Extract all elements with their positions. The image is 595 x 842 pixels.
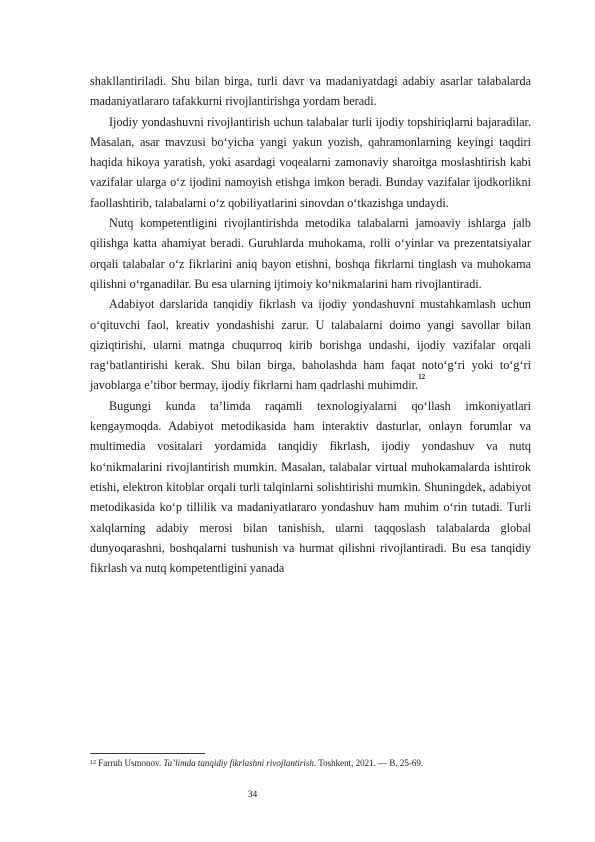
paragraph-3: Nutq kompetentligini rivojlantirishda metodika talabalarni jamoaviy ishlarga jalb qilishga katta ahamiyat beradi. Guruhlarda muhokama, rolli o‘yinlar va prezentatsiyalar orqali talabalar o‘z fikrlarini aniq bayon etishni, boshqa fikrlarni tinglash va muhokama qilishni o‘rganadilar. Bu esa ularning ijtimoiy ko‘nikmalarini ham rivojlantiradi.: [90, 216, 531, 291]
paragraph-4: [90, 294, 531, 395]
footnote-number: 12: [90, 760, 96, 766]
paragraph-4-text: Adabiyot darslarida tanqidiy fikrlash va ijodiy yondashuvni mustahkamlash uchun o‘qituvchi faol, kreativ yondashishi zarur. U talabalarni doimo yangi savollar bilan qiziqtirishi, ularni matnga chuqurroq kirib borishga undashi, ijodiy vazifalar orqali rag‘batlantirishi kerak. Shu bilan birga, baholashda ham faqat noto‘g‘ri yoki to‘g‘ri javoblarga e’tibor bermay, ijodiy fikrlarni ham qadrlashi muhimdir.: [90, 297, 531, 393]
footnote-reference[interactable]: 12: [418, 373, 426, 382]
paragraph-5: Bugungi kunda ta’limda raqamli texnologiyalarni qo‘llash imkoniyatlari kengaymoqda. Adabiyot metodikasida ham interaktiv dasturlar, onlayn forumlar va multimedia vositalari yordamida tanqidiy fikrlash, ijodiy yondashuv va nutq ko‘nikmalarini rivojlantirish mumkin. Masalan, talabalar virtual muhokamalarda ishtirok etishi, elektron kitoblar orqali turli talqinlarni solishtirishi mumkin. Shuningdek, adabiyot metodikasida ko‘p tillilik va madaniyatlararo yondashuv ham muhim o‘rin tutadi. Turli xalqlarning adabiy merosi bilan tanishish, ularni taqqoslash talabalarda global dunyoqarashni, boshqalarni tushunish va hurmat qilishni rivojlantiradi. Bu esa tanqidiy fikrlash va nutq kompetentligini yanada: [90, 398, 531, 576]
footnote-divider: [90, 753, 205, 754]
footnote-title: Ta’limda tanqidiy fikrlashni rivojlantirish: [163, 758, 314, 768]
footnote-author: Farruh Usmonov.: [98, 758, 162, 768]
paragraph-2: Ijodiy yondashuvni rivojlantirish uchun talabalar turli ijodiy topshiriqlarni bajaradilar. Masalan, asar mavzusi bo‘yicha yangi yakun yozish, qahramonlarning keyingi taqdiri haqida hikoya yaratish, yoki asardagi voqealarni zamonaviy sharoitga moslashtirish kabi vazifalar ularga o‘z ijodini namoyish etishga imkon beradi. Bunday vazifalar ijodkorlikni faollashtirib, talabalarni o‘z qobiliyatlarini sinovdan o‘tkazishga undaydi.: [90, 114, 531, 210]
page-number: 34: [247, 790, 258, 800]
footnote: [90, 757, 531, 769]
footnote-rest: . Toshkent, 2021. — B. 25-69.: [313, 758, 424, 768]
body-text: [90, 71, 531, 578]
paragraph-1: shakllantiriladi. Shu bilan birga, turli davr va madaniyatdagi adabiy asarlar talabalarda madaniyatlararo tafakkurni rivojlantirishga yordam beradi.: [90, 74, 531, 109]
